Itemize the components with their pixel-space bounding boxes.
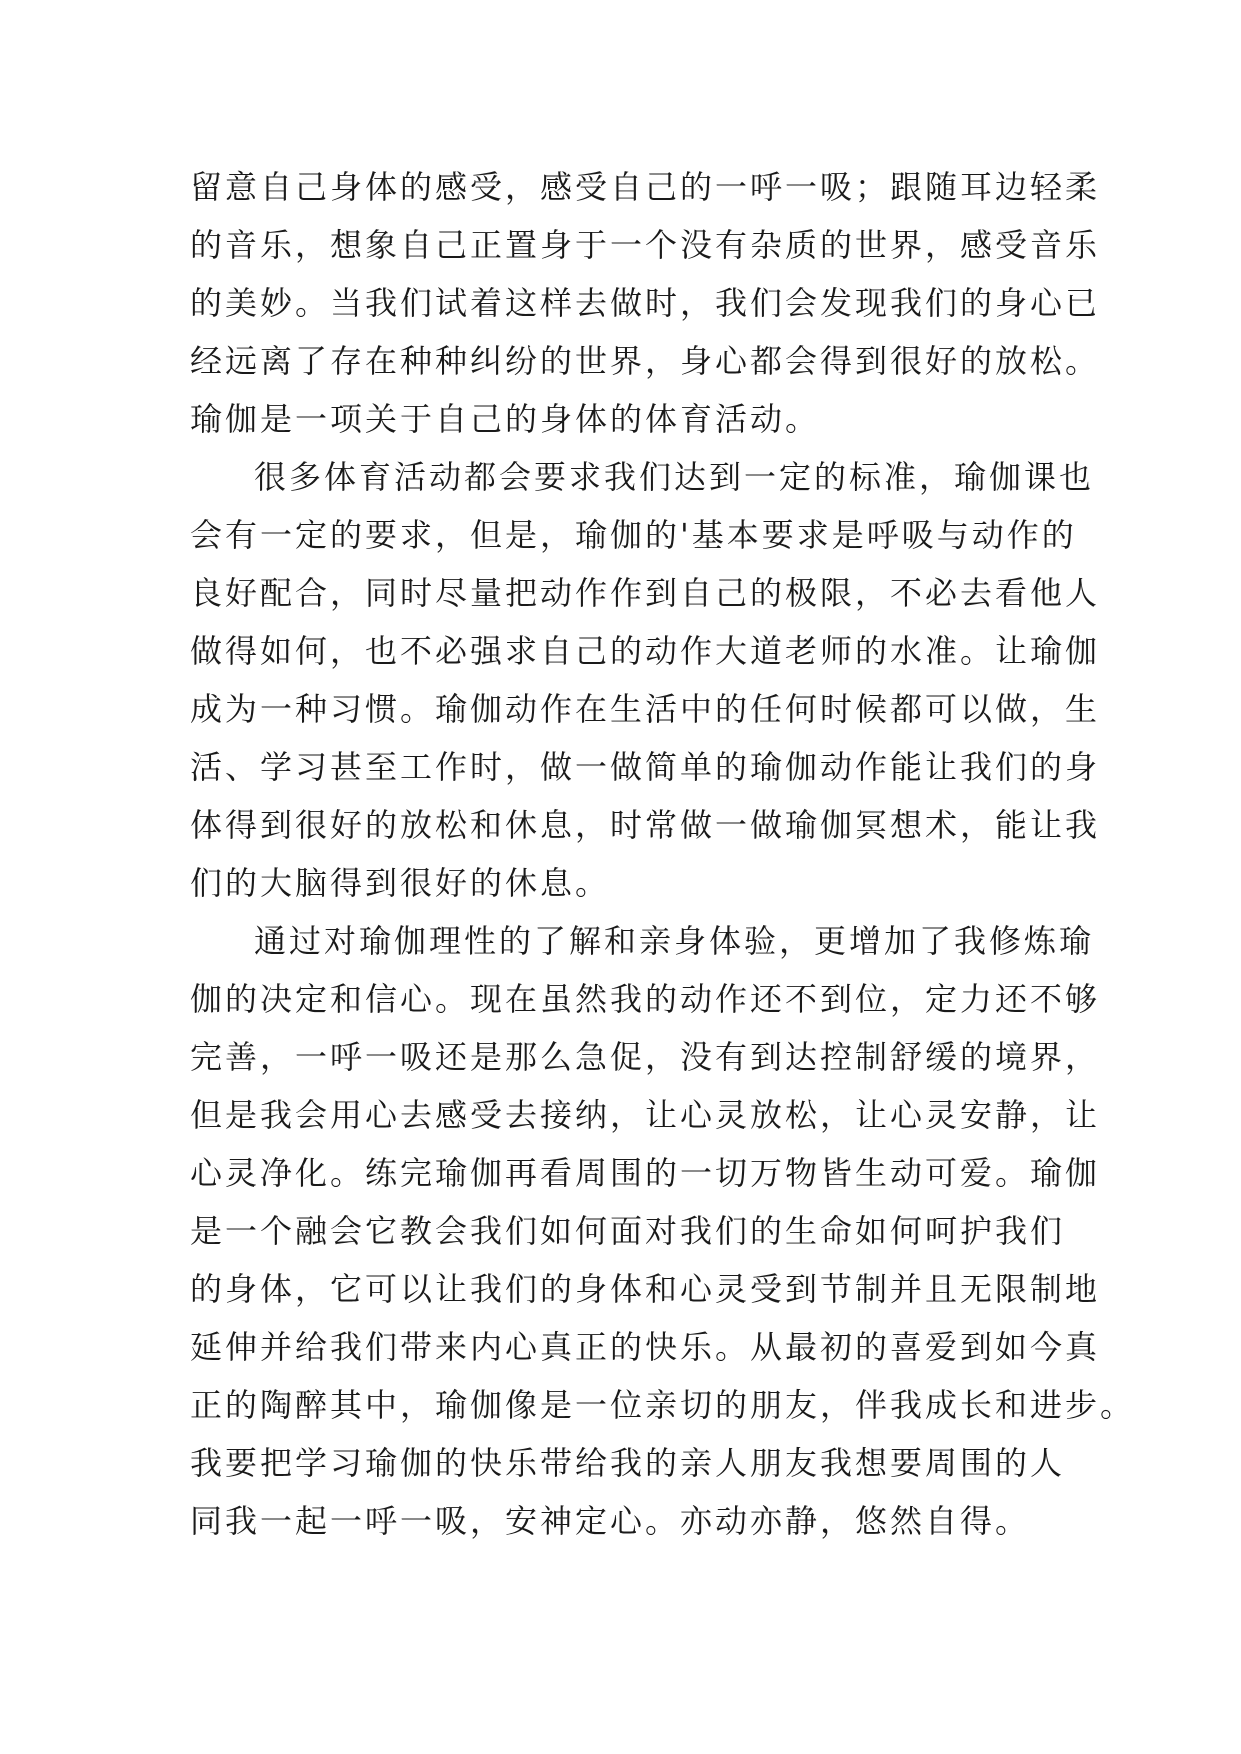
text-line: 是一个融会它教会我们如何面对我们的生命如何呵护我们 [190,1212,1066,1250]
text-line: 的美妙。当我们试着这样去做时，我们会发现我们的身心已 [190,284,1101,322]
text-line: 良好配合，同时尽量把动作作到自己的极限，不必去看他人 [190,574,1101,612]
paragraph-2 [190,448,1101,912]
text-line: 正的陶醉其中，瑜伽像是一位亲切的朋友，伴我成长和进步。 [190,1386,1136,1424]
text-line: 但是我会用心去感受去接纳，让心灵放松，让心灵安静，让 [190,1096,1101,1134]
text-line: 伽的决定和信心。现在虽然我的动作还不到位，定力还不够 [190,980,1101,1018]
text-line: 心灵净化。练完瑜伽再看周围的一切万物皆生动可爱。瑜伽 [190,1154,1101,1192]
text-line: 很多体育活动都会要求我们达到一定的标准，瑜伽课也 [254,458,1095,496]
paragraph-1 [190,158,1101,448]
text-line: 通过对瑜伽理性的了解和亲身体验，更增加了我修炼瑜 [254,922,1095,960]
text-line: 同我一起一呼一吸，安神定心。亦动亦静，悠然自得。 [190,1502,1031,1540]
text-line: 留意自己身体的感受，感受自己的一呼一吸；跟随耳边轻柔 [190,168,1101,206]
text-line: 活、学习甚至工作时，做一做简单的瑜伽动作能让我们的身 [190,748,1101,786]
document-body [190,158,1136,1550]
text-line: 们的大脑得到很好的休息。 [190,864,611,902]
paragraph-3 [190,912,1136,1550]
text-line: 会有一定的要求，但是，瑜伽的'基本要求是呼吸与动作的 [190,516,1077,554]
text-line: 体得到很好的放松和休息，时常做一做瑜伽冥想术，能让我 [190,806,1101,844]
text-line: 我要把学习瑜伽的快乐带给我的亲人朋友我想要周围的人 [190,1444,1066,1482]
text-line: 做得如何，也不必强求自己的动作大道老师的水准。让瑜伽 [190,632,1101,670]
text-line: 的身体，它可以让我们的身体和心灵受到节制并且无限制地 [190,1270,1101,1308]
text-line: 经远离了存在种种纠纷的世界，身心都会得到很好的放松。 [190,342,1101,380]
text-line: 的音乐，想象自己正置身于一个没有杂质的世界，感受音乐 [190,226,1101,264]
text-line: 成为一种习惯。瑜伽动作在生活中的任何时候都可以做，生 [190,690,1101,728]
text-line: 瑜伽是一项关于自己的身体的体育活动。 [190,400,821,438]
text-line: 延伸并给我们带来内心真正的快乐。从最初的喜爱到如今真 [190,1328,1101,1366]
text-line: 完善，一呼一吸还是那么急促，没有到达控制舒缓的境界， [190,1038,1101,1076]
